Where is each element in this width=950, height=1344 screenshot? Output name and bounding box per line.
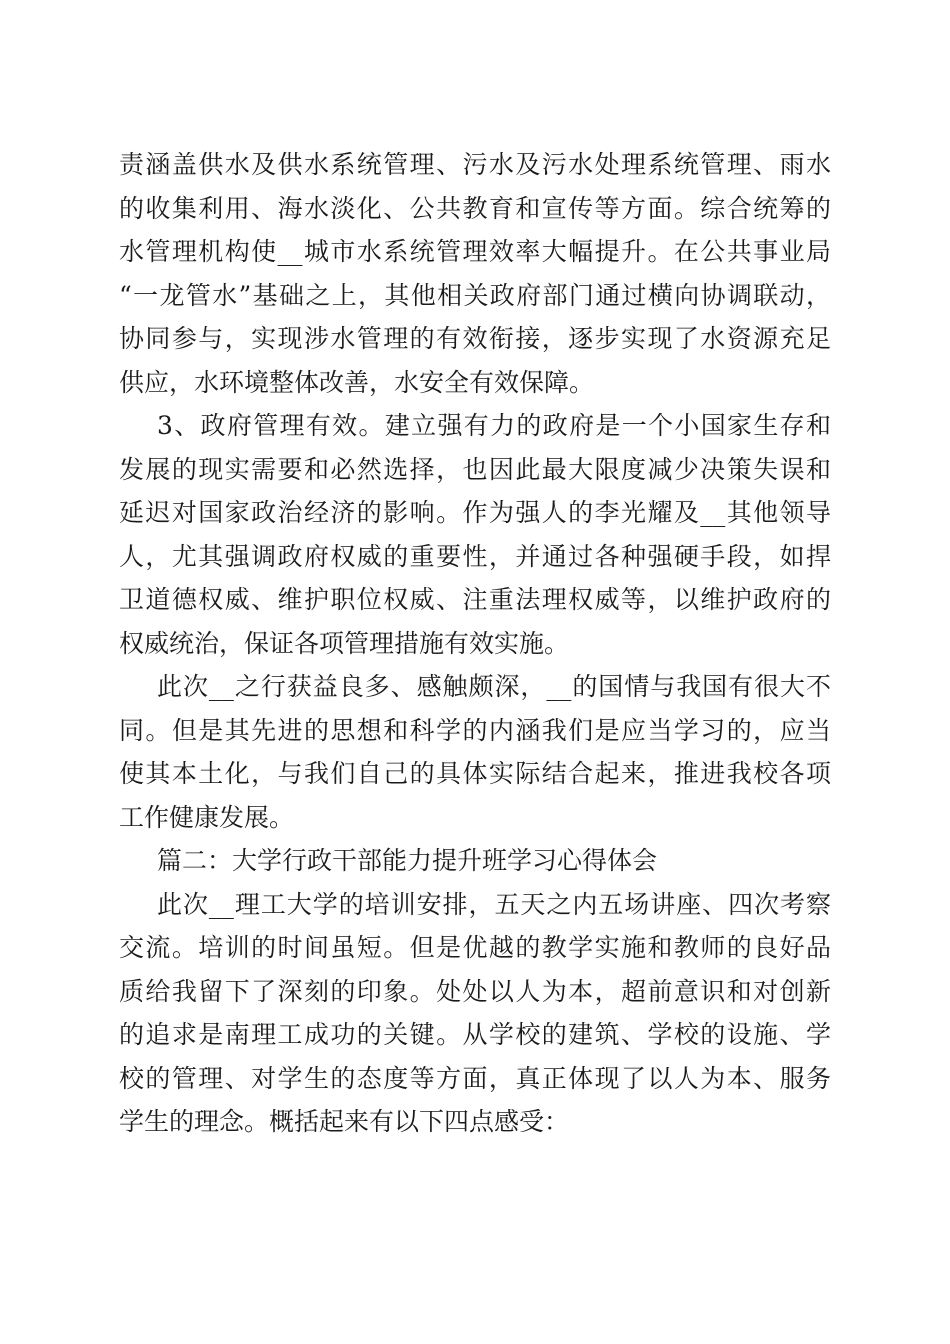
text-line: 责涵盖供水及供水系统管理、污水及污水处理系统管理、雨水 xyxy=(119,150,831,179)
text-line: 协同参与，实现涉水管理的有效衔接，逐步实现了水资源充足 xyxy=(119,324,831,353)
text-line: 延迟对国家政治经济的影响。作为强人的李光耀及__其他领导 xyxy=(119,498,831,527)
text-line: 工作健康发展。 xyxy=(119,802,295,832)
text-line: 权威统治，保证各项管理措施有效实施。 xyxy=(119,628,570,658)
text-line: “一龙管水”基础之上，其他相关政府部门通过横向协调联动， xyxy=(119,280,831,310)
text-line: 此次__理工大学的培训安排，五天之内五场讲座、四次考察 xyxy=(157,889,831,919)
text-line: 质给我留下了深刻的印象。处处以人为本，超前意识和对创新 xyxy=(119,976,831,1006)
body-text xyxy=(119,143,831,1144)
text-line: 此次__之行获益良多、感触颇深，__的国情与我国有很大不 xyxy=(157,672,831,701)
text-line: 水管理机构使__城市水系统管理效率大幅提升。在公共事业局 xyxy=(119,237,831,266)
text-line: 卫道德权威、维护职位权威、注重法理权威等，以维护政府的 xyxy=(119,585,831,614)
text-line: 供应，水环境整体改善，水安全有效保障。 xyxy=(119,367,595,397)
text-line: 校的管理、对学生的态度等方面，真正体现了以人为本、服务 xyxy=(119,1063,831,1093)
paragraph-heading-line: 3、政府管理有效。建立强有力的政府是一个小国家生存和 xyxy=(157,411,831,440)
text-line: 使其本土化，与我们自己的具体实际结合起来，推进我校各项 xyxy=(119,759,831,788)
text-line: 的追求是南理工成功的关键。从学校的建筑、学校的设施、学 xyxy=(119,1020,831,1049)
text-line: 的收集利用、海水淡化、公共教育和宣传等方面。综合统筹的 xyxy=(119,193,831,223)
text-line: 发展的现实需要和必然选择，也因此最大限度减少决策失误和 xyxy=(119,454,831,484)
text-line: 交流。培训的时间虽短。但是优越的教学实施和教师的良好品 xyxy=(119,933,831,962)
section-title: 篇二：大学行政干部能力提升班学习心得体会 xyxy=(157,846,658,875)
text-line: 同。但是其先进的思想和科学的内涵我们是应当学习的，应当 xyxy=(119,715,831,745)
text-line: 人，尤其强调政府权威的重要性，并通过各种强硬手段，如捍 xyxy=(119,541,831,571)
text-line: 学生的理念。概括起来有以下四点感受： xyxy=(119,1107,570,1136)
